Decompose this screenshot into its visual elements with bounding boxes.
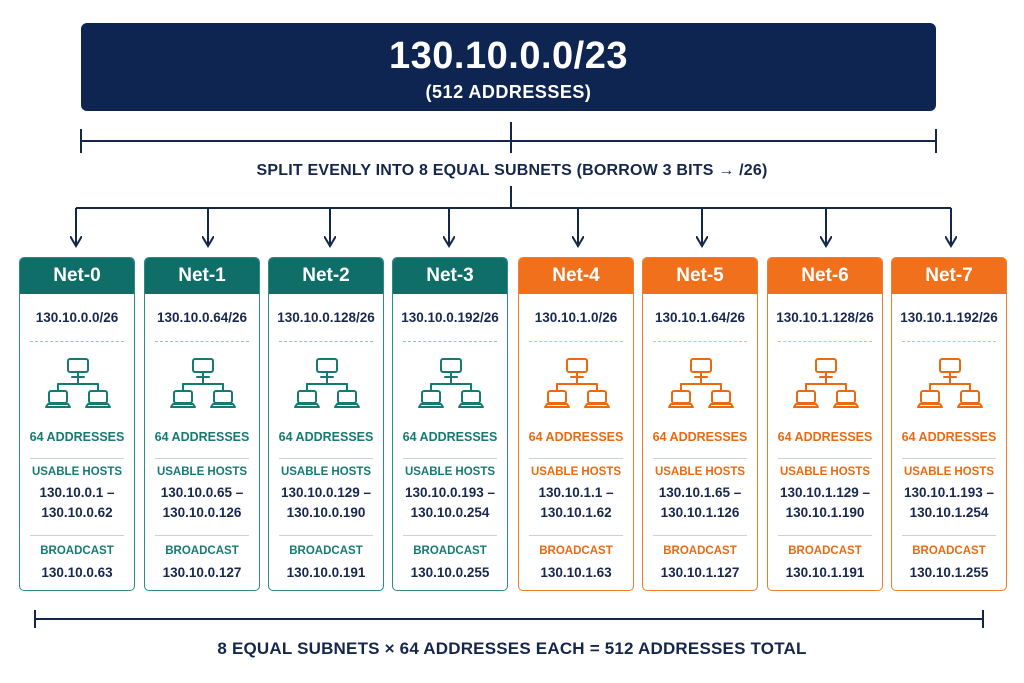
broadcast-address: 130.10.1.191 — [785, 565, 865, 580]
first-usable-host: 130.10.1.65 – — [658, 485, 742, 500]
subnet-card — [518, 257, 634, 591]
broadcast-address: 130.10.1.127 — [660, 565, 740, 580]
network-topology-icon — [791, 356, 861, 416]
divider — [778, 458, 872, 459]
usable-hosts-label: USABLE HOSTS — [31, 466, 123, 478]
subnet-cidr: 130.10.0.64/26 — [156, 310, 248, 325]
usable-hosts-label: USABLE HOSTS — [903, 466, 995, 478]
divider — [155, 535, 249, 536]
divider — [403, 341, 497, 342]
subnet-details — [768, 294, 882, 590]
subnet-address-count: 64 ADDRESSES — [154, 430, 250, 444]
subnet-name: Net-0 — [20, 258, 134, 294]
network-address-count: (512 ADDRESSES) — [425, 82, 592, 102]
divider — [155, 458, 249, 459]
network-topology-icon — [292, 356, 362, 416]
usable-hosts-label: USABLE HOSTS — [280, 466, 372, 478]
last-usable-host: 130.10.0.254 — [410, 505, 490, 520]
network-topology-icon — [666, 356, 736, 416]
subnet-name: Net-1 — [145, 258, 259, 294]
first-usable-host: 130.10.0.65 – — [160, 485, 244, 500]
last-usable-host: 130.10.1.254 — [909, 505, 989, 520]
usable-hosts-label: USABLE HOSTS — [779, 466, 871, 478]
divider — [778, 535, 872, 536]
divider — [403, 458, 497, 459]
first-usable-host: 130.10.0.193 – — [404, 485, 496, 500]
subnet-card — [767, 257, 883, 591]
first-usable-host: 130.10.1.193 – — [903, 485, 995, 500]
subnet-cidr: 130.10.0.192/26 — [401, 310, 499, 325]
subnet-address-count: 64 ADDRESSES — [29, 430, 125, 444]
first-usable-host: 130.10.1.129 – — [779, 485, 871, 500]
first-usable-host: 130.10.0.129 – — [280, 485, 372, 500]
broadcast-label: BROADCAST — [165, 545, 239, 557]
divider — [902, 458, 996, 459]
divider — [902, 535, 996, 536]
subnet-address-count: 64 ADDRESSES — [777, 430, 873, 444]
divider — [653, 535, 747, 536]
subnet-address-count: 64 ADDRESSES — [528, 430, 624, 444]
network-cidr-title: 130.10.0.0/23 — [389, 35, 628, 77]
subnet-details — [20, 294, 134, 590]
subnet-name: Net-5 — [643, 258, 757, 294]
last-usable-host: 130.10.0.62 — [41, 505, 113, 520]
subnet-cidr: 130.10.1.128/26 — [776, 310, 874, 325]
subnet-name: Net-6 — [768, 258, 882, 294]
subnet-cidr: 130.10.1.64/26 — [654, 310, 746, 325]
subnet-cidr: 130.10.1.0/26 — [534, 310, 618, 325]
subnet-details — [145, 294, 259, 590]
broadcast-address: 130.10.0.191 — [286, 565, 366, 580]
last-usable-host: 130.10.1.190 — [785, 505, 865, 520]
subnet-cidr: 130.10.1.192/26 — [900, 310, 998, 325]
subnet-card — [19, 257, 135, 591]
first-usable-host: 130.10.1.1 – — [538, 485, 614, 500]
broadcast-label: BROADCAST — [289, 545, 363, 557]
subnet-cidr: 130.10.0.0/26 — [35, 310, 119, 325]
last-usable-host: 130.10.1.62 — [540, 505, 612, 520]
divider — [279, 341, 373, 342]
subnet-address-count: 64 ADDRESSES — [652, 430, 748, 444]
divider — [30, 535, 124, 536]
broadcast-address: 130.10.0.63 — [41, 565, 113, 580]
divider — [902, 341, 996, 342]
last-usable-host: 130.10.1.126 — [660, 505, 740, 520]
last-usable-host: 130.10.0.126 — [162, 505, 242, 520]
usable-hosts-label: USABLE HOSTS — [654, 466, 746, 478]
split-caption: SPLIT EVENLY INTO 8 EQUAL SUBNETS (BORROW 3 BITS → /26) — [256, 162, 768, 179]
divider — [778, 341, 872, 342]
subnet-card — [144, 257, 260, 591]
divider — [279, 458, 373, 459]
divider — [30, 341, 124, 342]
divider — [653, 341, 747, 342]
subnet-details — [519, 294, 633, 590]
subnet-card — [392, 257, 508, 591]
network-topology-icon — [915, 356, 985, 416]
subnet-address-count: 64 ADDRESSES — [901, 430, 997, 444]
subnet-details — [892, 294, 1006, 590]
first-usable-host: 130.10.0.1 – — [39, 485, 115, 500]
broadcast-label: BROADCAST — [663, 545, 737, 557]
broadcast-label: BROADCAST — [539, 545, 613, 557]
divider — [279, 535, 373, 536]
network-topology-icon — [416, 356, 486, 416]
subnet-cidr: 130.10.0.128/26 — [277, 310, 375, 325]
divider — [403, 535, 497, 536]
usable-hosts-label: USABLE HOSTS — [530, 466, 622, 478]
subnet-card — [891, 257, 1007, 591]
network-topology-icon — [168, 356, 238, 416]
subnet-card — [642, 257, 758, 591]
divider — [653, 458, 747, 459]
divider — [30, 458, 124, 459]
divider — [529, 458, 623, 459]
subnet-card — [268, 257, 384, 591]
total-summary-caption: 8 EQUAL SUBNETS × 64 ADDRESSES EACH = 512 ADDRESSES TOTAL — [217, 639, 807, 658]
subnet-name: Net-2 — [269, 258, 383, 294]
last-usable-host: 130.10.0.190 — [286, 505, 366, 520]
divider — [529, 535, 623, 536]
usable-hosts-label: USABLE HOSTS — [404, 466, 496, 478]
subnet-address-count: 64 ADDRESSES — [278, 430, 374, 444]
subnet-address-count: 64 ADDRESSES — [402, 430, 498, 444]
divider — [155, 341, 249, 342]
usable-hosts-label: USABLE HOSTS — [156, 466, 248, 478]
broadcast-address: 130.10.0.255 — [410, 565, 490, 580]
broadcast-label: BROADCAST — [413, 545, 487, 557]
subnet-name: Net-7 — [892, 258, 1006, 294]
subnet-name: Net-4 — [519, 258, 633, 294]
broadcast-label: BROADCAST — [912, 545, 986, 557]
broadcast-label: BROADCAST — [788, 545, 862, 557]
broadcast-address: 130.10.0.127 — [162, 565, 242, 580]
broadcast-label: BROADCAST — [40, 545, 114, 557]
divider — [529, 341, 623, 342]
network-topology-icon — [43, 356, 113, 416]
subnet-details — [643, 294, 757, 590]
network-topology-icon — [542, 356, 612, 416]
subnet-details — [269, 294, 383, 590]
subnet-details — [393, 294, 507, 590]
subnet-name: Net-3 — [393, 258, 507, 294]
broadcast-address: 130.10.1.63 — [540, 565, 612, 580]
broadcast-address: 130.10.1.255 — [909, 565, 989, 580]
